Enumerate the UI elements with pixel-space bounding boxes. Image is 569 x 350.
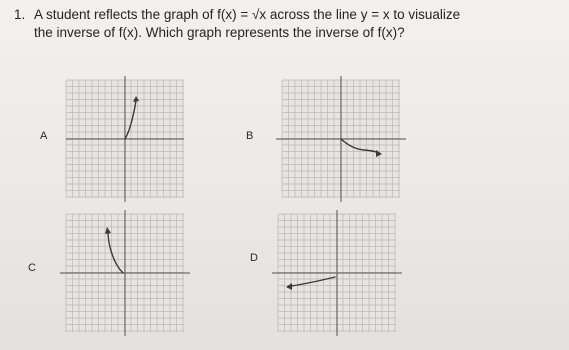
question-text-line-2: the inverse of f(x). Which graph represents the inverse of f(x)? — [34, 25, 405, 40]
option-d-label: D — [250, 252, 258, 264]
option-c-graph[interactable] — [66, 214, 184, 332]
option-b-graph[interactable] — [282, 80, 400, 198]
option-b-label: B — [246, 130, 254, 142]
question-number: 1. — [14, 7, 26, 22]
option-d-graph[interactable] — [278, 214, 396, 332]
option-c-label: C — [28, 262, 36, 274]
option-a-graph[interactable] — [66, 80, 184, 198]
question-text-line-1: A student reflects the graph of f(x) = √x across the line y = x to visualize — [34, 7, 461, 22]
option-a-label: A — [40, 130, 48, 142]
